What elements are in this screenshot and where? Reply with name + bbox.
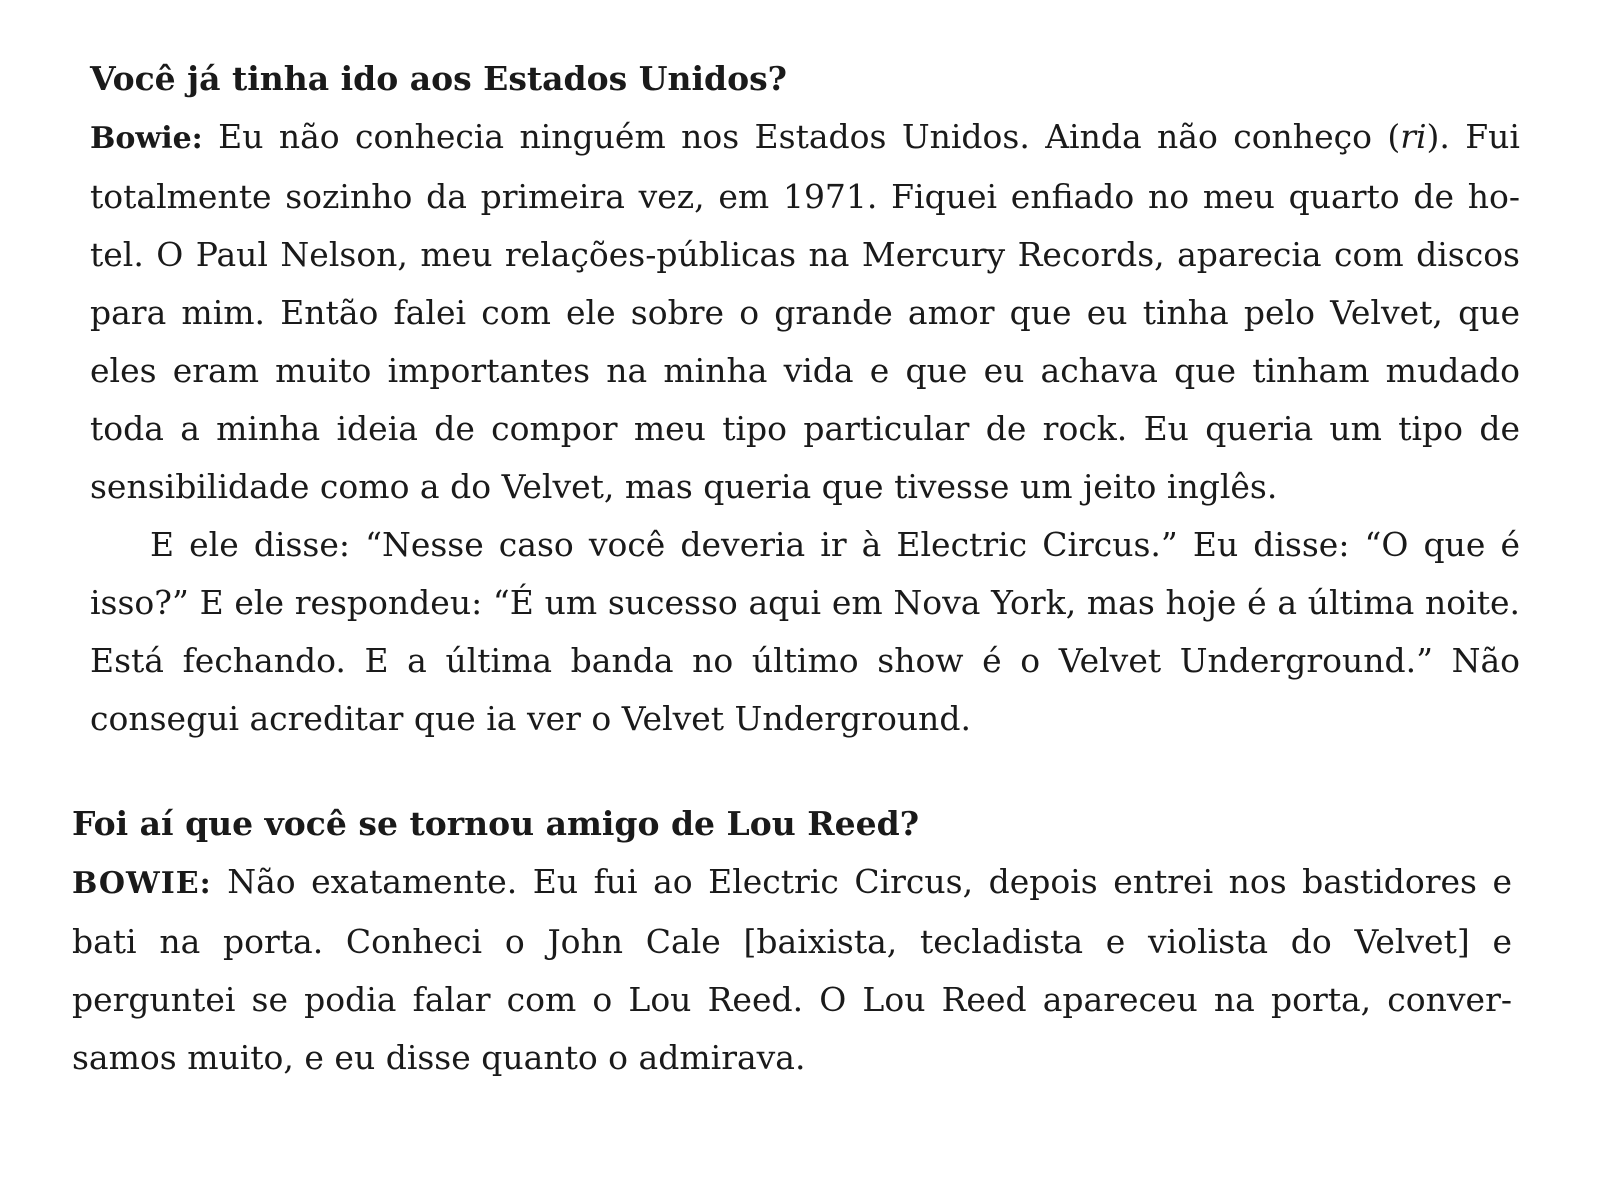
interview-section-1 (90, 50, 1520, 748)
answer-paragraph-2: E ele disse: “Nesse caso você deveria ir à Electric Circus.” Eu disse: “O que é isso?” E ele respondeu: “É um sucesso aqui em Nova York, mas hoje é a última noite. Está fechando. E a última banda no último show é o Velvet Underground.” Não consegui acreditar que ia ver o Velvet Underground. (90, 525, 1520, 738)
interview-question: Você já tinha ido aos Estados Unidos? (90, 59, 787, 98)
italic-aside: ri (1400, 117, 1427, 156)
interview-question: Foi aí que você se tornou amigo de Lou Reed? (72, 804, 920, 843)
speaker-label: Bowie: (90, 121, 203, 156)
speaker-label: BOWIE: (72, 866, 212, 901)
answer-text: Não exatamente. Eu fui ao Electric Circus, depois entrei nos bastidores e bati na porta. Conheci o John Cale [baixista, tecladista e violista do Velvet] e perguntei se podia falar com o Lou Reed. O Lou Reed apareceu na porta, conversamos muito, e eu disse quanto o admirava. (72, 862, 1512, 1077)
answer-text: Eu não conhecia ninguém nos Estados Unidos. Ainda não conheço ( (202, 117, 1401, 156)
answer-text-continued: ). Fui totalmente sozinho da primeira vez, em 1971. Fiquei enfiado no meu quarto de hotel. O Paul Nelson, meu relações-públicas na Mercury Records, aparecia com discos para mim. Então falei com ele sobre o grande amor que eu tinha pelo Velvet, que eles eram muito importantes na minha vida e que eu achava que tinham mudado toda a minha ideia de compor meu tipo particular de rock. Eu queria um tipo de sensibilidade como a do Velvet, mas queria que tivesse um jeito inglês. (90, 117, 1520, 506)
answer-paragraph (90, 108, 1520, 516)
answer-paragraph (72, 853, 1512, 1087)
interview-section-2 (72, 795, 1512, 1087)
